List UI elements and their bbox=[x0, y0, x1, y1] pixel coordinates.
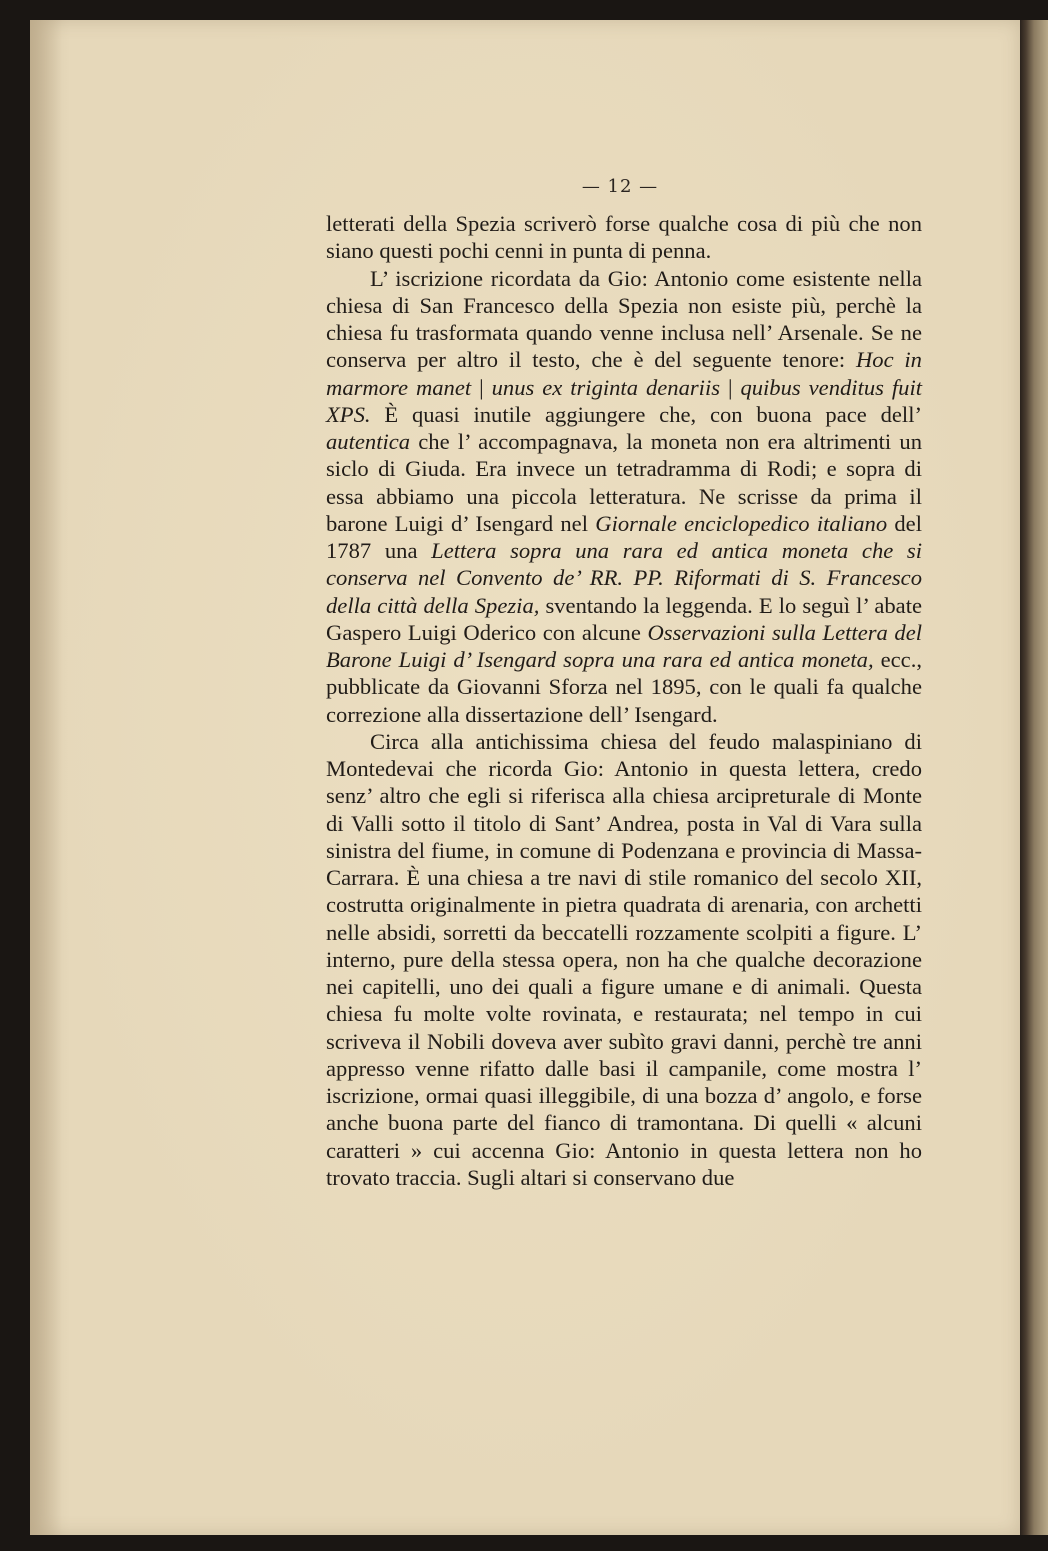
text-run: letterati della Spezia scriverò forse qualche cosa di più che non siano questi pochi cenni in punta di penna. bbox=[326, 211, 922, 264]
text-run: È quasi inutile aggiungere che, con buona pace dell’ bbox=[370, 401, 922, 427]
italic-text: Giornale enciclopedico italiano bbox=[595, 510, 888, 536]
text-run: ecc., pubblicate da Giovanni Sforza nel 1895, con le quali fa qualche correzione alla dissertazione dell’ Isengard. bbox=[326, 647, 922, 727]
italic-text: Hoc in marmore manet bbox=[326, 347, 922, 400]
page-gutter-shadow bbox=[30, 20, 62, 1535]
italic-text: autentica bbox=[326, 429, 411, 454]
italic-text: unus ex triginta denariis bbox=[491, 374, 721, 400]
text-run: che l’ accompagnava, la moneta non era altrimenti un siclo di Giuda. Era invece un tetradramma di Rodi; e sopra di essa abbiamo una piccola letteratura. Ne scrisse da prima il barone Luigi d’ Isengard nel bbox=[326, 429, 922, 536]
text-run: L’ iscrizione ricordata da Gio: Antonio come esistente nella chiesa di San Francesco della Spezia non esiste più, perchè la chiesa fu trasformata quando venne inclusa nell’ Arsenale. Se ne conserva per altro il testo, che è del seguente tenore: bbox=[326, 265, 922, 373]
text-run: sventando la leggenda. E lo seguì l’ abate Gaspero Luigi Oderico con alcune bbox=[326, 592, 922, 645]
paragraph bbox=[326, 210, 922, 265]
page-number: — 12 — bbox=[581, 176, 659, 197]
text-run: del 1787 una bbox=[326, 510, 922, 563]
italic-text: Lettera sopra una rara ed antica moneta che si conserva nel Convento de’ RR. PP. Riformati di S. Francesco della città della Spezia, bbox=[326, 538, 922, 618]
italic-text: Osservazioni sulla Lettera del Barone Luigi d’ Isengard sopra una rara ed antica moneta, bbox=[326, 619, 922, 672]
text-run: | bbox=[720, 374, 741, 400]
text-run: | bbox=[471, 374, 492, 400]
paragraph bbox=[326, 728, 922, 1191]
body-text bbox=[326, 210, 922, 1191]
text-run: Circa alla antichissima chiesa del feudo malaspiniano di Montedevai che ricorda Gio: Antonio in questa lettera, credo senz’ altro che egli si riferisca alla chiesa arcipreturale di Monte di Valli sotto il titolo di Sant’ Andrea, posta in Val di Vara sulla sinistra del fiume, in comune di Podenzana e provincia di Massa-Carrara. È una chiesa a tre navi di stile romanico del secolo XII, costrutta originalmente in pietra quadrata di arenaria, con archetti nelle absidi, sorretti da beccatelli rozzamente scolpiti a figure. L’ interno, pure della stessa opera, non ha che qualche decorazione nei capitelli, uno dei quali a figure umane e di animali. Questa chiesa fu molte volte rovinata, e restaurata; nel tempo in cui scriveva il Nobili doveva aver subìto gravi danni, perchè tre anni appresso venne rifatto dalle basi il campanile, come mostra l’ iscrizione, ormai quasi illeggibile, di una bozza d’ angolo, e forse anche buona parte del fianco di tramontana. Di quelli « alcuni caratteri » cui accenna Gio: Antonio in questa lettera non ho trovato traccia. Sugli altari si conservano due bbox=[326, 728, 922, 1190]
paragraph bbox=[326, 265, 922, 728]
italic-text: quibus venditus fuit XPS. bbox=[326, 374, 923, 427]
adjacent-page-edge bbox=[1020, 20, 1048, 1535]
